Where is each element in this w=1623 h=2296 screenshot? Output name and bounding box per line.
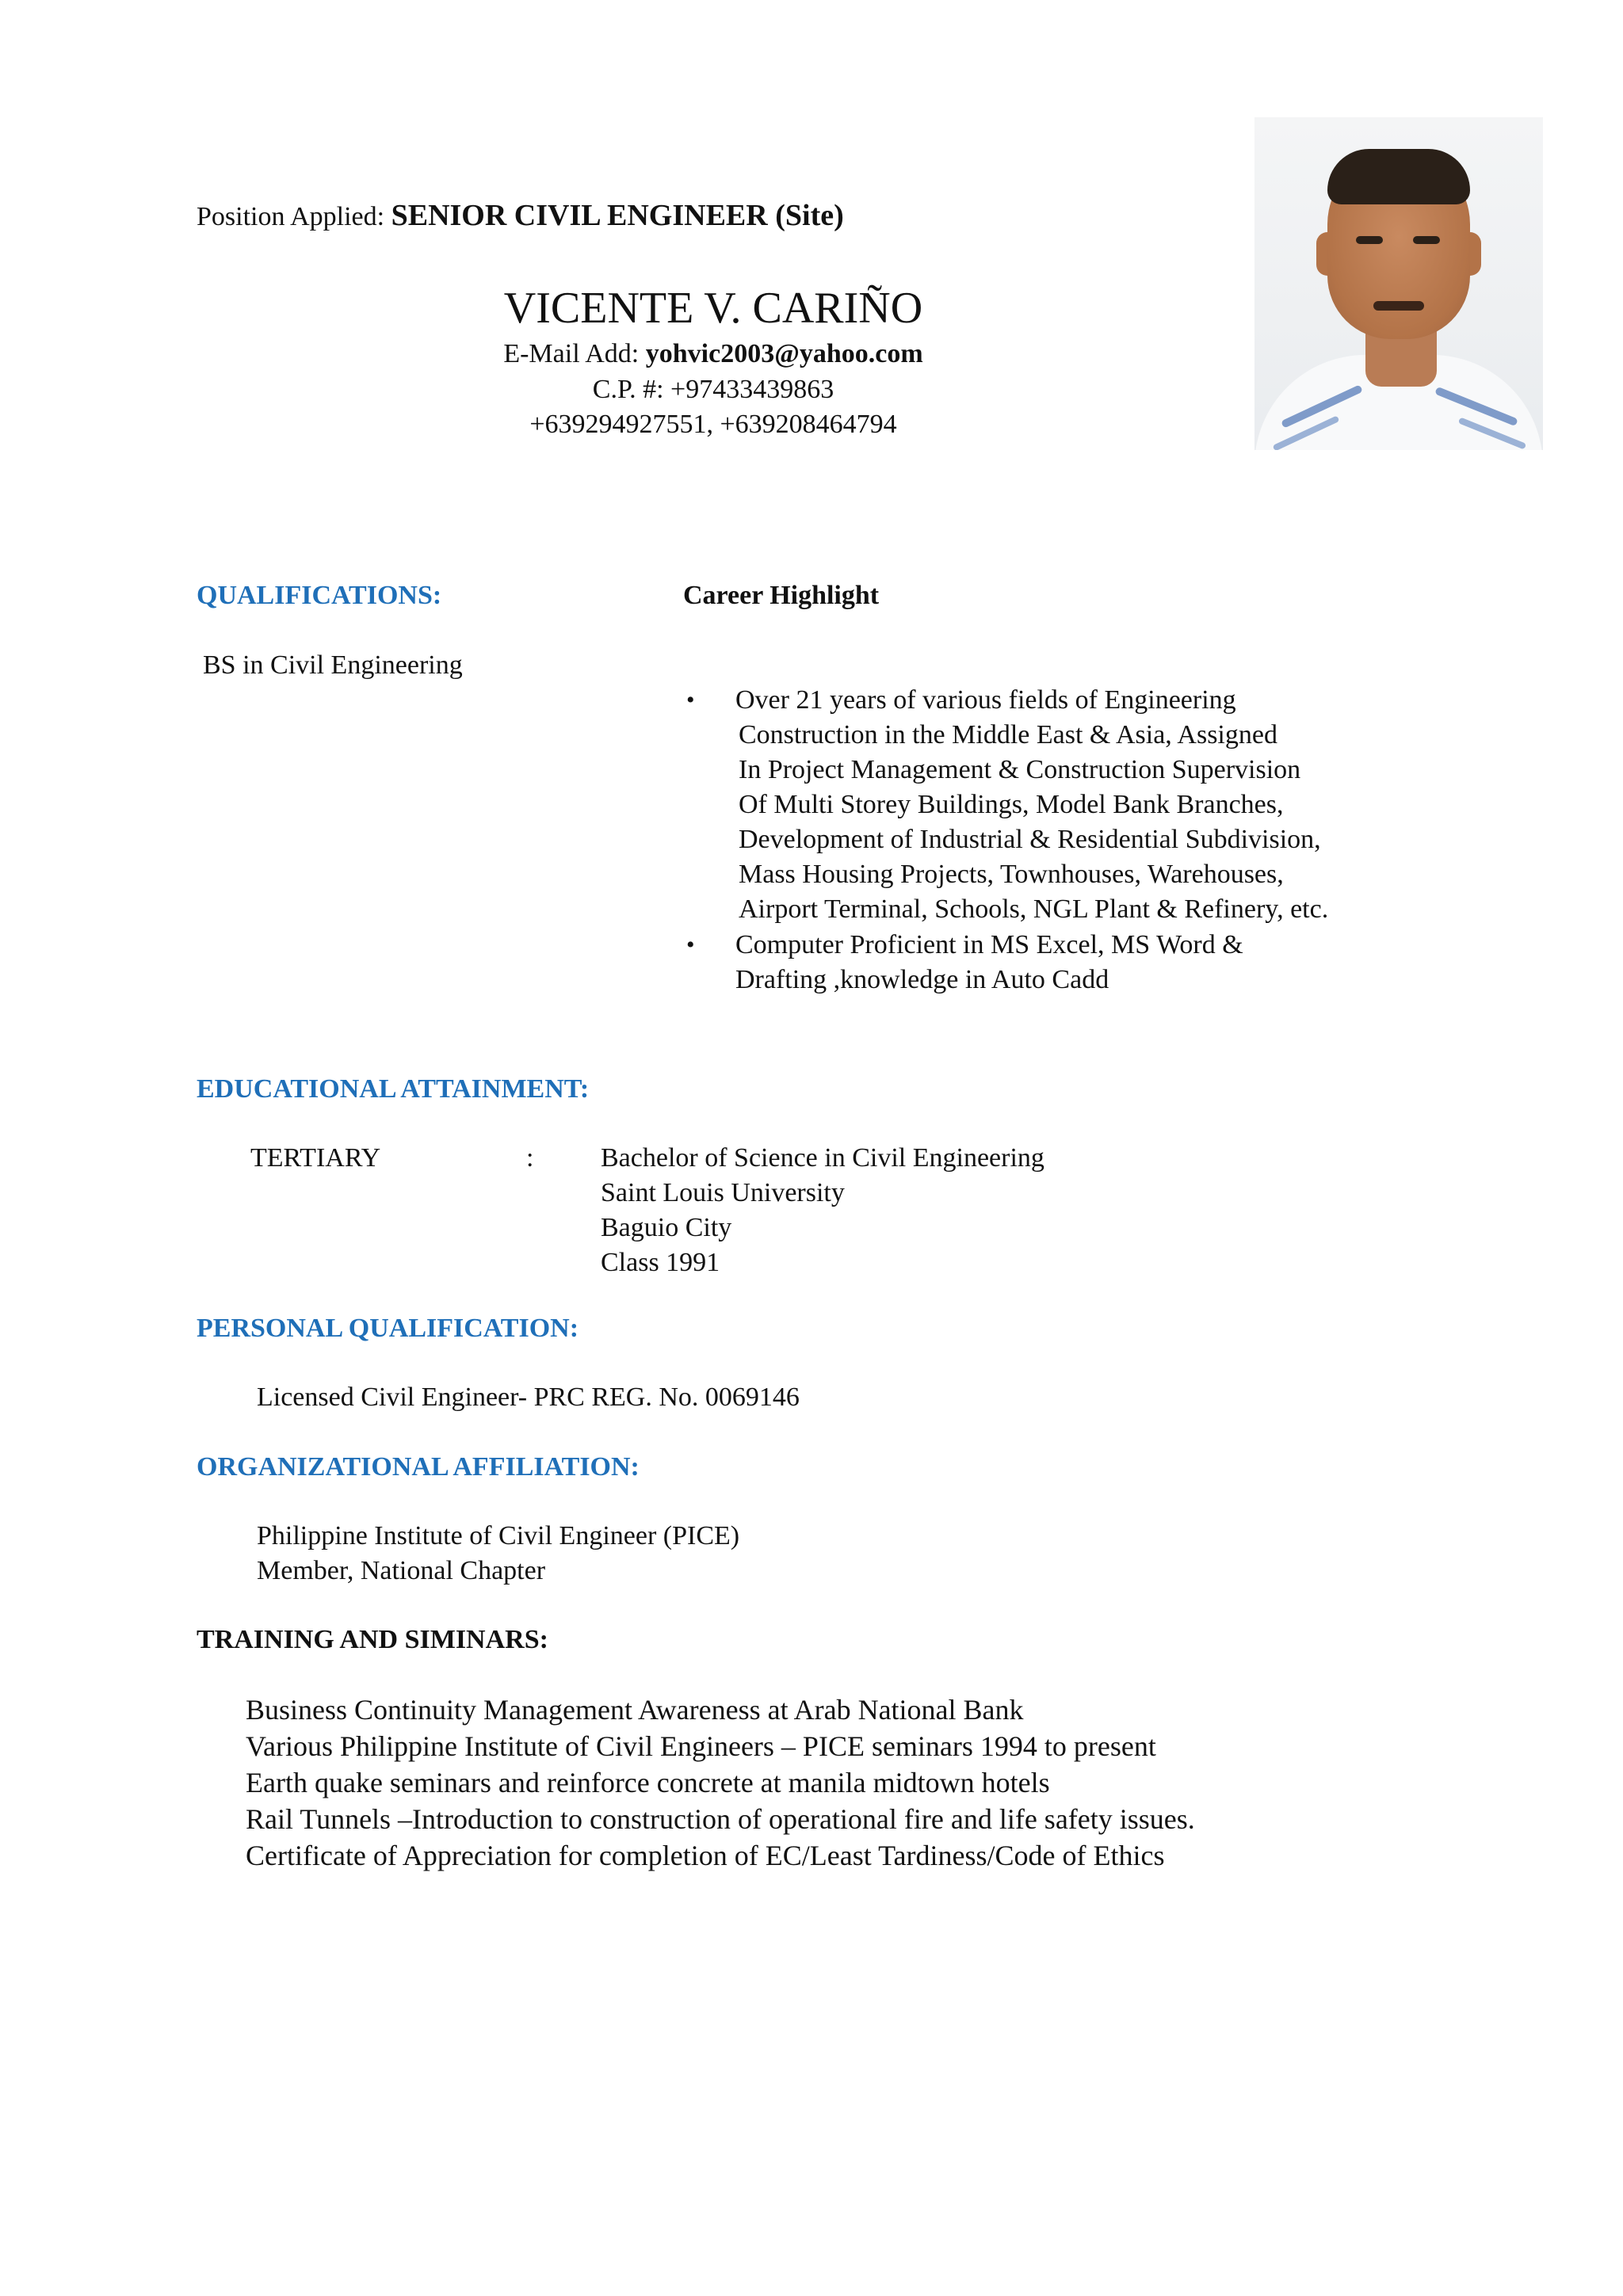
bullet-line: Development of Industrial & Residential Subdivision, bbox=[739, 825, 1321, 854]
education-details bbox=[601, 1141, 1044, 1280]
training-item: Rail Tunnels –Introduction to construction of operational fire and life safety issues. bbox=[246, 1803, 1195, 1835]
applicant-photo bbox=[1254, 117, 1543, 450]
bullet-line: • Computer Proficient in MS Excel, MS Word & bbox=[683, 928, 1243, 963]
phone-line-secondary: +639294927551, +639208464794 bbox=[529, 410, 897, 439]
training-item: Business Continuity Management Awareness at Arab National Bank bbox=[246, 1694, 1024, 1726]
education-school: Saint Louis University bbox=[601, 1178, 845, 1207]
bullet-icon: • bbox=[686, 932, 695, 958]
bullet-line: Airport Terminal, Schools, NGL Plant & Refinery, etc. bbox=[739, 894, 1329, 924]
affiliation-organization: Philippine Institute of Civil Engineer (PICE) bbox=[257, 1521, 740, 1550]
training-item: Certificate of Appreciation for completion of EC/Least Tardiness/Code of Ethics bbox=[246, 1840, 1165, 1871]
career-highlight-heading: Career Highlight bbox=[683, 581, 880, 610]
training-list bbox=[246, 1691, 1195, 1874]
bullet-icon: • bbox=[686, 687, 695, 713]
education-level: TERTIARY bbox=[250, 1143, 381, 1173]
education-colon: : bbox=[526, 1143, 534, 1173]
personal-qualification-item: Licensed Civil Engineer- PRC REG. No. 0069146 bbox=[257, 1383, 800, 1412]
personal-qualification-heading: PERSONAL QUALIFICATION: bbox=[197, 1314, 579, 1343]
affiliation-membership: Member, National Chapter bbox=[257, 1556, 546, 1585]
qualifications-heading: QUALIFICATIONS: bbox=[197, 581, 442, 610]
position-label: Position Applied: bbox=[197, 202, 385, 231]
training-item: Earth quake seminars and reinforce concrete at manila midtown hotels bbox=[246, 1767, 1050, 1798]
position-value: SENIOR CIVIL ENGINEER (Site) bbox=[391, 199, 844, 232]
qualification-item: BS in Civil Engineering bbox=[203, 650, 463, 680]
position-applied-line bbox=[197, 198, 844, 235]
phone-line: C.P. #: +97433439863 bbox=[592, 375, 834, 404]
bullet-line: In Project Management & Construction Supervision bbox=[739, 755, 1301, 784]
education-class: Class 1991 bbox=[601, 1248, 720, 1277]
training-heading: TRAINING AND SIMINARS: bbox=[197, 1625, 548, 1654]
training-item: Various Philippine Institute of Civil Engineers – PICE seminars 1994 to present bbox=[246, 1730, 1156, 1762]
organizational-affiliation-heading: ORGANIZATIONAL AFFILIATION: bbox=[197, 1452, 640, 1482]
career-bullet-2 bbox=[683, 928, 1243, 997]
bullet-line: Of Multi Storey Buildings, Model Bank Branches, bbox=[739, 790, 1284, 819]
career-bullet-1 bbox=[683, 683, 1328, 927]
education-heading: EDUCATIONAL ATTAINMENT: bbox=[197, 1074, 590, 1104]
bullet-line: Drafting ,knowledge in Auto Cadd bbox=[735, 965, 1109, 994]
bullet-line: Mass Housing Projects, Townhouses, Warehouses, bbox=[739, 860, 1284, 889]
education-degree: Bachelor of Science in Civil Engineering bbox=[601, 1143, 1044, 1173]
email-line bbox=[0, 337, 1426, 372]
bullet-line: • Over 21 years of various fields of Engineering bbox=[683, 683, 1328, 718]
applicant-name: VICENTE V. CARIÑO bbox=[503, 284, 923, 333]
email-value: yohvic2003@yahoo.com bbox=[645, 339, 923, 368]
education-city: Baguio City bbox=[601, 1213, 732, 1242]
bullet-line: Construction in the Middle East & Asia, Assigned bbox=[739, 720, 1277, 749]
email-label: E-Mail Add: bbox=[503, 339, 640, 368]
